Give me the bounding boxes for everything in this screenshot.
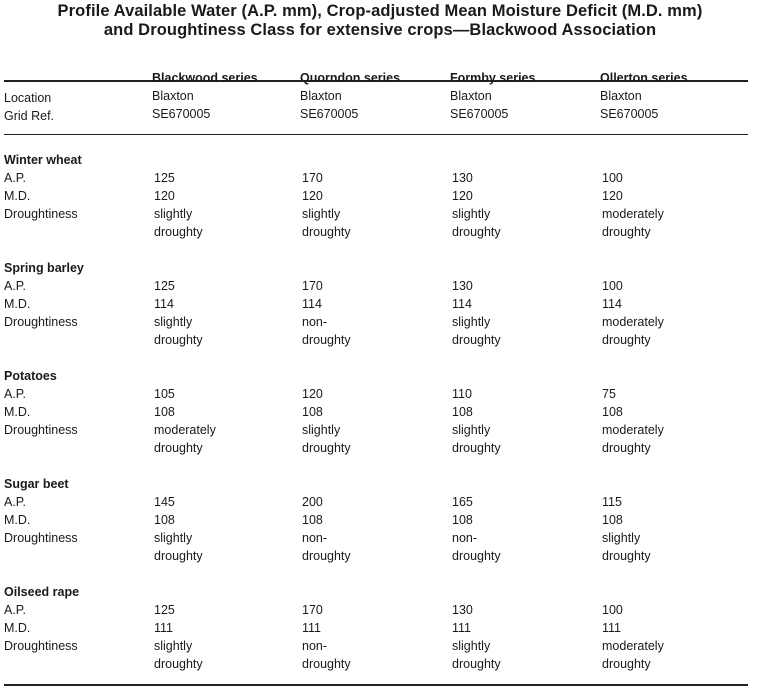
droughtiness-value: slightly (452, 639, 491, 653)
crop-name: Sugar beet (4, 477, 69, 491)
droughtiness-label: Droughtiness (4, 531, 78, 545)
series-grid-ref: SE670005 (152, 107, 211, 121)
droughtiness-value: non- (302, 315, 328, 329)
droughtiness-value-cont: droughty (602, 333, 651, 347)
ap-label: A.P. (4, 279, 27, 293)
droughtiness-value: slightly (452, 315, 491, 329)
series-location: Blaxton (300, 89, 342, 103)
md-value: 120 (154, 189, 175, 203)
droughtiness-label: Droughtiness (4, 207, 78, 221)
series-name: Formby series (450, 71, 536, 85)
droughtiness-value-cont: droughty (302, 225, 351, 239)
series-grid-ref: SE670005 (600, 107, 659, 121)
series-grid-ref: SE670005 (450, 107, 509, 121)
droughtiness-value-cont: droughty (602, 657, 651, 671)
md-label: M.D. (4, 189, 31, 203)
droughtiness-value-cont: droughty (452, 657, 501, 671)
ap-value: 170 (302, 603, 323, 617)
droughtiness-value: moderately (602, 423, 664, 437)
md-label: M.D. (4, 297, 31, 311)
bottom-rule (4, 684, 748, 686)
md-value: 111 (452, 621, 472, 635)
droughtiness-value-cont: droughty (302, 333, 351, 347)
droughtiness-value: slightly (302, 207, 341, 221)
ap-value: 125 (154, 279, 175, 293)
grid-ref-label: Grid Ref. (4, 109, 55, 123)
location-label: Location (4, 91, 52, 105)
ap-value: 200 (302, 495, 323, 509)
md-value: 108 (602, 405, 623, 419)
ap-value: 100 (602, 279, 623, 293)
droughtiness-value-cont: droughty (452, 441, 501, 455)
document-title (0, 2, 760, 40)
droughtiness-value-cont: droughty (154, 333, 203, 347)
droughtiness-label: Droughtiness (4, 423, 78, 437)
ap-value: 100 (602, 603, 623, 617)
droughtiness-value-cont: droughty (452, 333, 501, 347)
droughtiness-value: moderately (602, 207, 664, 221)
crop-name: Potatoes (4, 369, 57, 383)
series-grid-ref: SE670005 (300, 107, 359, 121)
droughtiness-value-cont: droughty (452, 549, 501, 563)
title-line-2: and Droughtiness Class for extensive crops—Blackwood Association (103, 21, 657, 39)
title-line-1: Profile Available Water (A.P. mm), Crop-adjusted Mean Moisture Deficit (M.D. mm) (57, 2, 703, 20)
droughtiness-value: moderately (154, 423, 216, 437)
ap-value: 130 (452, 603, 473, 617)
md-label: M.D. (4, 621, 31, 635)
ap-value: 170 (302, 279, 323, 293)
md-value: 111 (154, 621, 174, 635)
ap-label: A.P. (4, 495, 27, 509)
ap-value: 105 (154, 387, 175, 401)
md-value: 120 (452, 189, 473, 203)
ap-label: A.P. (4, 603, 27, 617)
droughtiness-value: slightly (452, 423, 491, 437)
md-label: M.D. (4, 405, 31, 419)
droughtiness-value-cont: droughty (302, 657, 351, 671)
droughtiness-value-cont: droughty (302, 549, 351, 563)
series-location: Blaxton (600, 89, 642, 103)
droughtiness-value: moderately (602, 639, 664, 653)
droughtiness-value: slightly (302, 423, 341, 437)
md-value: 111 (602, 621, 622, 635)
md-label: M.D. (4, 513, 31, 527)
md-value: 114 (602, 297, 622, 311)
droughtiness-value: slightly (452, 207, 491, 221)
ap-value: 125 (154, 171, 175, 185)
md-value: 108 (452, 405, 473, 419)
ap-label: A.P. (4, 171, 27, 185)
droughtiness-value-cont: droughty (302, 441, 351, 455)
droughtiness-value-cont: droughty (154, 441, 203, 455)
droughtiness-value-cont: droughty (452, 225, 501, 239)
droughtiness-value: slightly (154, 207, 193, 221)
md-value: 108 (302, 513, 323, 527)
droughtiness-value: moderately (602, 315, 664, 329)
ap-value: 125 (154, 603, 175, 617)
droughtiness-value: slightly (154, 315, 193, 329)
ap-value: 145 (154, 495, 175, 509)
ap-label: A.P. (4, 387, 27, 401)
md-value: 120 (302, 189, 323, 203)
md-value: 114 (302, 297, 322, 311)
ap-value: 115 (602, 495, 622, 509)
droughtiness-value-cont: droughty (154, 225, 203, 239)
ap-value: 130 (452, 279, 473, 293)
series-location: Blaxton (450, 89, 492, 103)
md-value: 108 (154, 513, 175, 527)
md-value: 114 (154, 297, 174, 311)
header-rule (4, 134, 748, 135)
md-value: 111 (302, 621, 322, 635)
md-value: 120 (602, 189, 623, 203)
ap-value: 130 (452, 171, 473, 185)
droughtiness-value: non- (302, 531, 328, 545)
md-value: 108 (452, 513, 473, 527)
crop-name: Spring barley (4, 261, 84, 275)
series-name: Quorndon series (300, 71, 401, 85)
droughtiness-value-cont: droughty (154, 549, 203, 563)
droughtiness-value-cont: droughty (602, 549, 651, 563)
crop-name: Oilseed rape (4, 585, 80, 599)
md-value: 108 (302, 405, 323, 419)
ap-value: 165 (452, 495, 473, 509)
ap-value: 110 (452, 387, 472, 401)
ap-value: 120 (302, 387, 323, 401)
droughtiness-label: Droughtiness (4, 315, 78, 329)
series-location: Blaxton (152, 89, 194, 103)
droughtiness-value-cont: droughty (602, 441, 651, 455)
series-name: Blackwood series (152, 71, 258, 85)
droughtiness-value: slightly (154, 639, 193, 653)
ap-value: 100 (602, 171, 623, 185)
droughtiness-label: Droughtiness (4, 639, 78, 653)
droughtiness-value: non- (452, 531, 478, 545)
ap-value: 170 (302, 171, 323, 185)
crop-name: Winter wheat (4, 153, 82, 167)
droughtiness-value-cont: droughty (602, 225, 651, 239)
md-value: 108 (154, 405, 175, 419)
md-value: 114 (452, 297, 472, 311)
droughtiness-value: slightly (602, 531, 641, 545)
ap-value: 75 (602, 387, 616, 401)
md-value: 108 (602, 513, 623, 527)
droughtiness-value: non- (302, 639, 328, 653)
droughtiness-value: slightly (154, 531, 193, 545)
droughtiness-value-cont: droughty (154, 657, 203, 671)
series-name: Ollerton series (600, 71, 688, 85)
